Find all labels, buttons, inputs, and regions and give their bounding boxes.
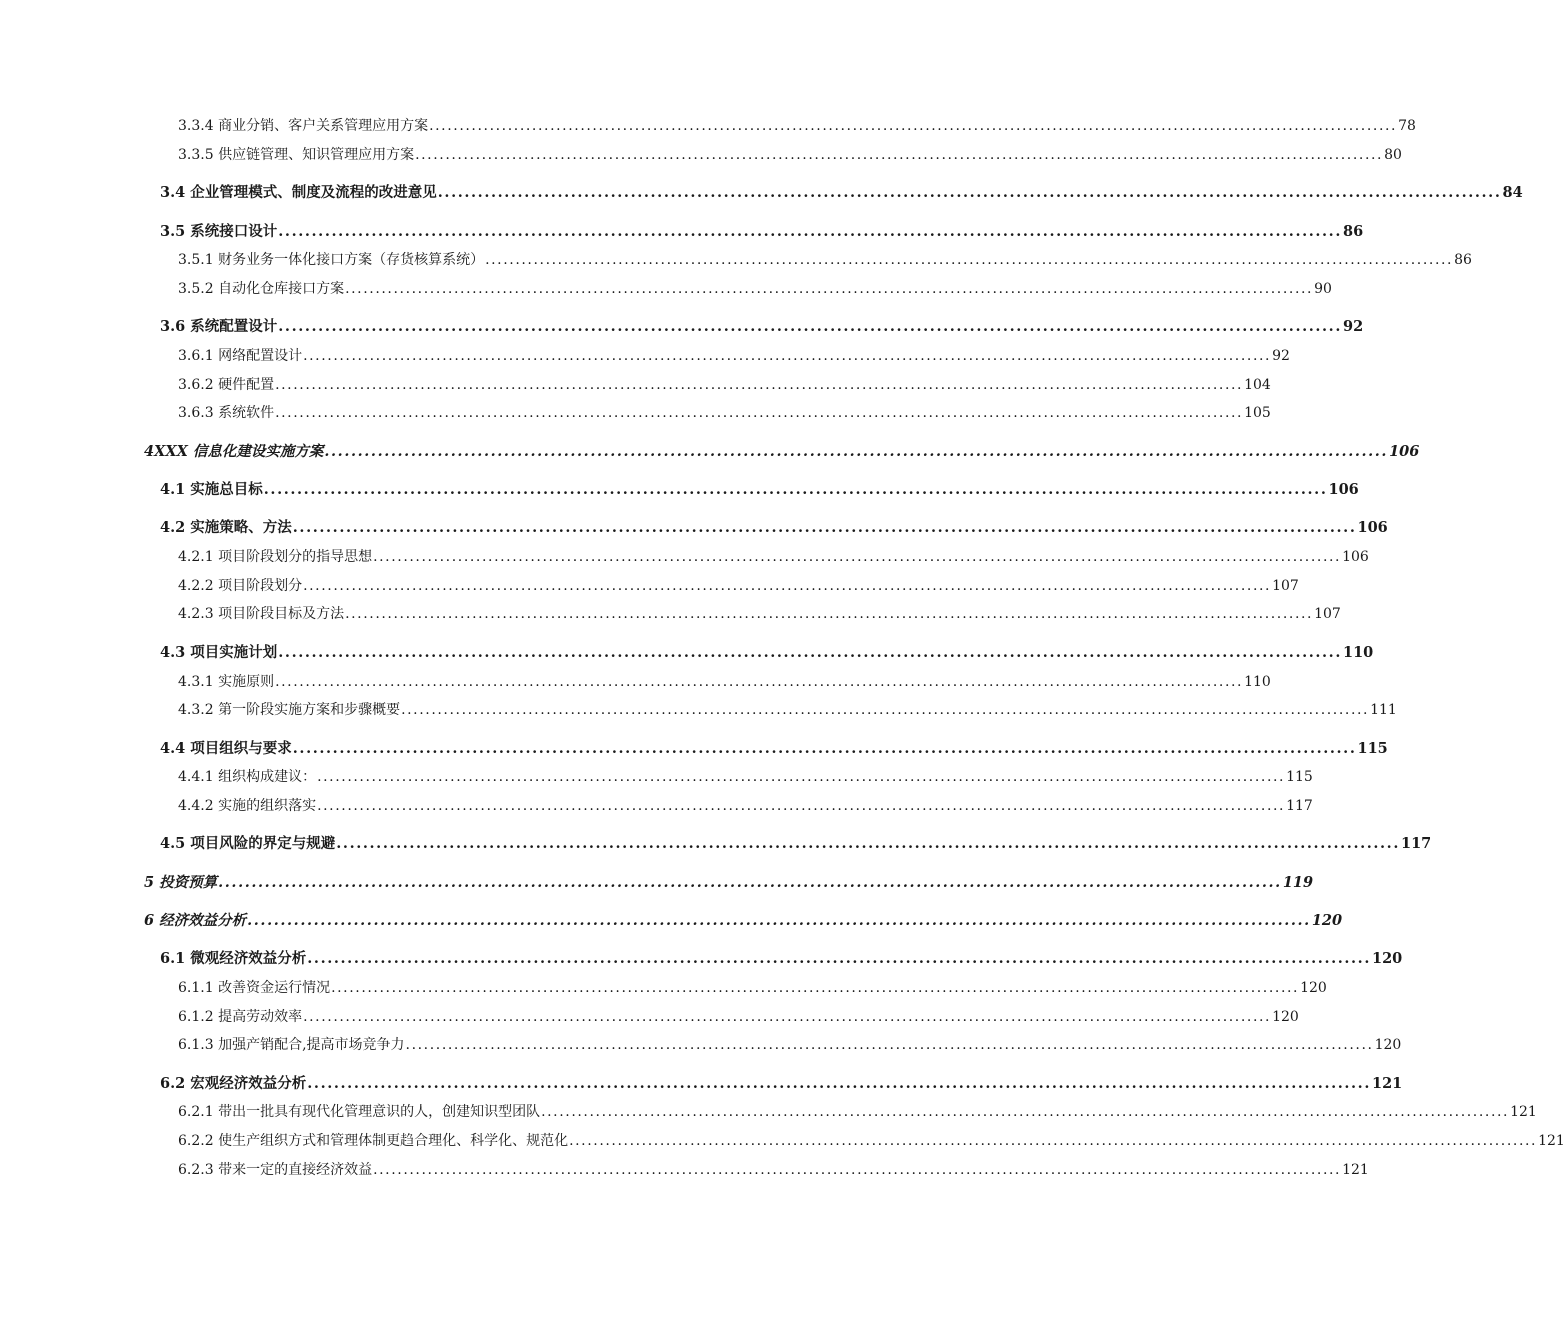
toc-page-number: 106 <box>1389 443 1420 460</box>
toc-page-number: 105 <box>1244 405 1271 421</box>
dot-leader: ................................................................................................................................................................ <box>405 1037 1374 1053</box>
toc-entry[interactable] <box>144 871 1314 895</box>
toc-entry[interactable] <box>178 670 1271 694</box>
dot-leader: ................................................................................................................................................................ <box>336 835 1400 852</box>
toc-entry[interactable] <box>160 1072 1403 1096</box>
toc-entry[interactable] <box>160 478 1359 502</box>
toc-entry-title: 6.2.3 带来一定的直接经济效益 <box>178 1162 373 1178</box>
toc-entry[interactable] <box>160 516 1388 540</box>
toc-entry-title: 3.5 系统接口设计 <box>160 223 278 240</box>
toc-entry-title: 6.2.2 使生产组织方式和管理体制更趋合理化、科学化、规范化 <box>178 1133 569 1149</box>
dot-leader: ................................................................................................................................................................ <box>317 769 1286 785</box>
toc-page-number: 86 <box>1454 252 1472 268</box>
toc-entry-title: 4.1 实施总目标 <box>160 481 263 498</box>
dot-leader: ................................................................................................................................................................ <box>373 1162 1342 1178</box>
toc-page-number: 120 <box>1311 912 1343 929</box>
dot-leader: ................................................................................................................................................................ <box>303 1009 1272 1025</box>
toc-page-number: 110 <box>1342 644 1374 661</box>
toc-entry-title: 4.2 实施策略、方法 <box>160 519 292 536</box>
toc-entry[interactable] <box>160 947 1403 971</box>
dot-leader: ................................................................................................................................................................ <box>278 318 1342 335</box>
toc-entry-title: 3.6.1 网络配置设计 <box>178 348 303 364</box>
toc-entry[interactable] <box>178 1033 1402 1057</box>
dot-leader: ................................................................................................................................................................ <box>569 1133 1538 1149</box>
toc-entry[interactable] <box>178 248 1472 272</box>
dot-leader: ................................................................................................................................................................ <box>415 147 1384 163</box>
toc-page-number: 110 <box>1244 674 1271 690</box>
toc-entry[interactable] <box>178 698 1397 722</box>
toc-page-number: 92 <box>1272 348 1290 364</box>
dot-leader: ................................................................................................................................................................ <box>345 606 1314 622</box>
toc-page-number: 106 <box>1342 549 1369 565</box>
toc-entry[interactable] <box>178 143 1402 167</box>
toc-entry-title: 3.5.1 财务业务一体化接口方案（存货核算系统） <box>178 252 485 268</box>
toc-entry[interactable] <box>178 545 1369 569</box>
toc-entry-title: 4.3.1 实施原则 <box>178 674 275 690</box>
toc-page-number: 104 <box>1244 377 1271 393</box>
toc-page-number: 115 <box>1286 769 1313 785</box>
toc-page-number: 119 <box>1282 874 1314 891</box>
toc-entry[interactable] <box>178 1158 1369 1182</box>
toc-entry-title: 3.6.2 硬件配置 <box>178 377 275 393</box>
toc-page-number: 120 <box>1272 1009 1299 1025</box>
toc-entry-title: 4.2.2 项目阶段划分 <box>178 578 303 594</box>
dot-leader: ................................................................................................................................................................ <box>307 1075 1371 1092</box>
toc-entry-title: 6.1.1 改善资金运行情况 <box>178 980 331 996</box>
toc-entry[interactable] <box>178 1100 1537 1124</box>
toc-page-number: 107 <box>1272 578 1299 594</box>
toc-entry-title: 3.5.2 自动化仓库接口方案 <box>178 281 345 297</box>
toc-entry[interactable] <box>178 1129 1565 1153</box>
toc-entry[interactable] <box>160 181 1523 205</box>
toc-entry[interactable] <box>144 440 1420 464</box>
dot-leader: ................................................................................................................................................................ <box>278 644 1342 661</box>
dot-leader: ................................................................................................................................................................ <box>247 912 1311 929</box>
toc-page-number: 80 <box>1384 147 1402 163</box>
toc-entry-title: 6 经济效益分析 <box>144 912 247 929</box>
toc-page-number: 84 <box>1502 184 1523 201</box>
toc-entry-title: 4.3 项目实施计划 <box>160 644 278 661</box>
toc-entry[interactable] <box>178 574 1299 598</box>
dot-leader: ................................................................................................................................................................ <box>345 281 1314 297</box>
toc-entry-title: 4.4.1 组织构成建议： <box>178 769 317 785</box>
toc-page-number: 78 <box>1398 118 1416 134</box>
dot-leader: ................................................................................................................................................................ <box>429 118 1398 134</box>
toc-entry[interactable] <box>178 602 1341 626</box>
toc-entry-title: 3.6.3 系统软件 <box>178 405 275 421</box>
dot-leader: ................................................................................................................................................................ <box>401 702 1370 718</box>
toc-entry[interactable] <box>178 114 1416 138</box>
dot-leader: ................................................................................................................................................................ <box>275 377 1244 393</box>
toc-page-number: 106 <box>1357 519 1388 536</box>
toc-entry-title: 5 投资预算 <box>144 874 218 891</box>
dot-leader: ................................................................................................................................................................ <box>331 980 1300 996</box>
toc-entry[interactable] <box>160 832 1432 856</box>
toc-page-number: 117 <box>1286 798 1313 814</box>
toc-entry[interactable] <box>178 373 1271 397</box>
toc-page-number: 117 <box>1400 835 1432 852</box>
dot-leader: ................................................................................................................................................................ <box>324 443 1389 460</box>
toc-entry-title: 3.4 企业管理模式、制度及流程的改进意见 <box>160 184 437 201</box>
toc-page-number: 92 <box>1342 318 1364 335</box>
dot-leader: ................................................................................................................................................................ <box>541 1104 1510 1120</box>
toc-entry[interactable] <box>178 1005 1299 1029</box>
dot-leader: ................................................................................................................................................................ <box>278 223 1342 240</box>
toc-entry-title: 4.2.1 项目阶段划分的指导思想 <box>178 549 373 565</box>
toc-entry-title: 6.2 宏观经济效益分析 <box>160 1075 307 1092</box>
toc-entry[interactable] <box>144 909 1343 933</box>
dot-leader: ................................................................................................................................................................ <box>307 950 1371 967</box>
toc-entry-title: 6.1 微观经济效益分析 <box>160 950 307 967</box>
toc-page-number: 120 <box>1374 1037 1402 1053</box>
toc-entry[interactable] <box>178 344 1290 368</box>
toc-page-number: 121 <box>1510 1104 1537 1120</box>
toc-entry-title: 6.1.3 加强产销配合,提高市场竞争力 <box>178 1037 405 1053</box>
toc-entry-title: 4.4 项目组织与要求 <box>160 740 292 757</box>
toc-page-number: 120 <box>1300 980 1327 996</box>
toc-entry-title: 6.2.1 带出一批具有现代化管理意识的人，创建知识型团队 <box>178 1104 541 1120</box>
toc-page-number: 120 <box>1371 950 1403 967</box>
dot-leader: ................................................................................................................................................................ <box>292 519 1357 536</box>
toc-page-number: 115 <box>1357 740 1388 757</box>
dot-leader: ................................................................................................................................................................ <box>263 481 1328 498</box>
toc-page-number: 121 <box>1371 1075 1403 1092</box>
dot-leader: ................................................................................................................................................................ <box>292 740 1357 757</box>
toc-page-number: 121 <box>1538 1133 1565 1149</box>
dot-leader: ................................................................................................................................................................ <box>303 578 1272 594</box>
toc-page-number: 86 <box>1342 223 1364 240</box>
toc-entry-title: 4XXX 信息化建设实施方案 <box>144 443 324 460</box>
dot-leader: ................................................................................................................................................................ <box>275 405 1244 421</box>
toc-entry[interactable] <box>178 794 1313 818</box>
toc-entry[interactable] <box>160 220 1364 244</box>
toc-entry-title: 3.6 系统配置设计 <box>160 318 278 335</box>
toc-entry[interactable] <box>178 401 1271 425</box>
toc-entry[interactable] <box>178 277 1332 301</box>
toc-entry-title: 4.2.3 项目阶段目标及方法 <box>178 606 345 622</box>
toc-entry-title: 3.3.4 商业分销、客户关系管理应用方案 <box>178 118 429 134</box>
toc-entry-title: 6.1.2 提高劳动效率 <box>178 1009 303 1025</box>
dot-leader: ................................................................................................................................................................ <box>275 674 1244 690</box>
toc-entry[interactable] <box>160 315 1364 339</box>
toc-page-number: 90 <box>1314 281 1332 297</box>
toc-entry[interactable] <box>160 737 1388 761</box>
toc-entry-title: 3.3.5 供应链管理、知识管理应用方案 <box>178 147 415 163</box>
dot-leader: ................................................................................................................................................................ <box>437 184 1502 201</box>
toc-page-number: 111 <box>1370 702 1397 718</box>
dot-leader: ................................................................................................................................................................ <box>485 252 1454 268</box>
toc-entry[interactable] <box>178 976 1327 1000</box>
toc-entry[interactable] <box>178 765 1313 789</box>
toc-entry[interactable] <box>160 641 1374 665</box>
toc-page-number: 121 <box>1342 1162 1369 1178</box>
toc-page-number: 106 <box>1328 481 1359 498</box>
dot-leader: ................................................................................................................................................................ <box>373 549 1342 565</box>
toc-page-number: 107 <box>1314 606 1341 622</box>
toc-entry-title: 4.4.2 实施的组织落实 <box>178 798 317 814</box>
dot-leader: ................................................................................................................................................................ <box>303 348 1272 364</box>
toc-entry-title: 4.3.2 第一阶段实施方案和步骤概要 <box>178 702 401 718</box>
dot-leader: ................................................................................................................................................................ <box>218 874 1282 891</box>
dot-leader: ................................................................................................................................................................ <box>317 798 1286 814</box>
toc-entry-title: 4.5 项目风险的界定与规避 <box>160 835 336 852</box>
